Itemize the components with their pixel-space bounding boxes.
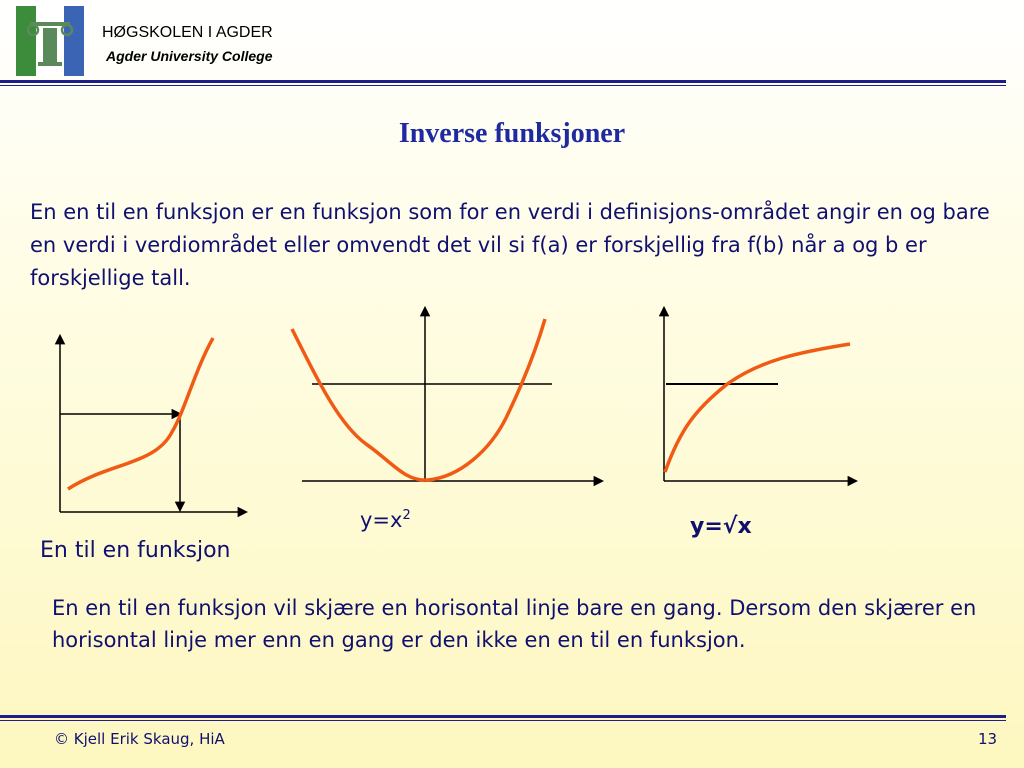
institution-name-english: Agder University College <box>106 48 273 64</box>
graph-one-to-one <box>60 336 246 512</box>
caption-parabola-exponent: 2 <box>402 508 411 523</box>
caption-square-root: y=√x <box>690 514 752 539</box>
footer-page-number: 13 <box>978 730 998 748</box>
header-rule <box>0 80 1006 83</box>
conclusion-paragraph: En en til en funksjon vil skjære en horisontal linje bare en gang. Dersom den skjærer en horisontal linje mer enn en gang er den ikke en en til en funksjon. <box>52 596 977 652</box>
caption-one-to-one: En til en funksjon <box>40 538 231 563</box>
slide-title: Inverse funksjoner <box>398 118 626 149</box>
intro-paragraph: En en til en funksjon er en funksjon som for en verdi i definisjons-området angir en og bare en verdi i verdiområdet eller omvendt det vil si f(a) er forskjellig fra f(b) når a og b er forskjellige tall. <box>30 200 990 290</box>
graph-parabola <box>292 308 602 482</box>
function-graphs <box>0 300 1024 530</box>
footer-copyright: © Kjell Erik Skaug, HiA <box>54 730 225 748</box>
footer-rule <box>0 715 1006 718</box>
caption-parabola-base: y=x <box>360 508 403 532</box>
graph2-curve <box>292 319 545 480</box>
graph3-curve <box>665 344 850 472</box>
footer-rule-thin <box>0 720 1006 721</box>
column-logo-icon <box>16 6 84 76</box>
caption-parabola <box>360 508 411 532</box>
institution-name: HØGSKOLEN I AGDER <box>102 24 273 41</box>
graph-square-root <box>664 308 856 481</box>
header-rule-thin <box>0 85 1006 86</box>
